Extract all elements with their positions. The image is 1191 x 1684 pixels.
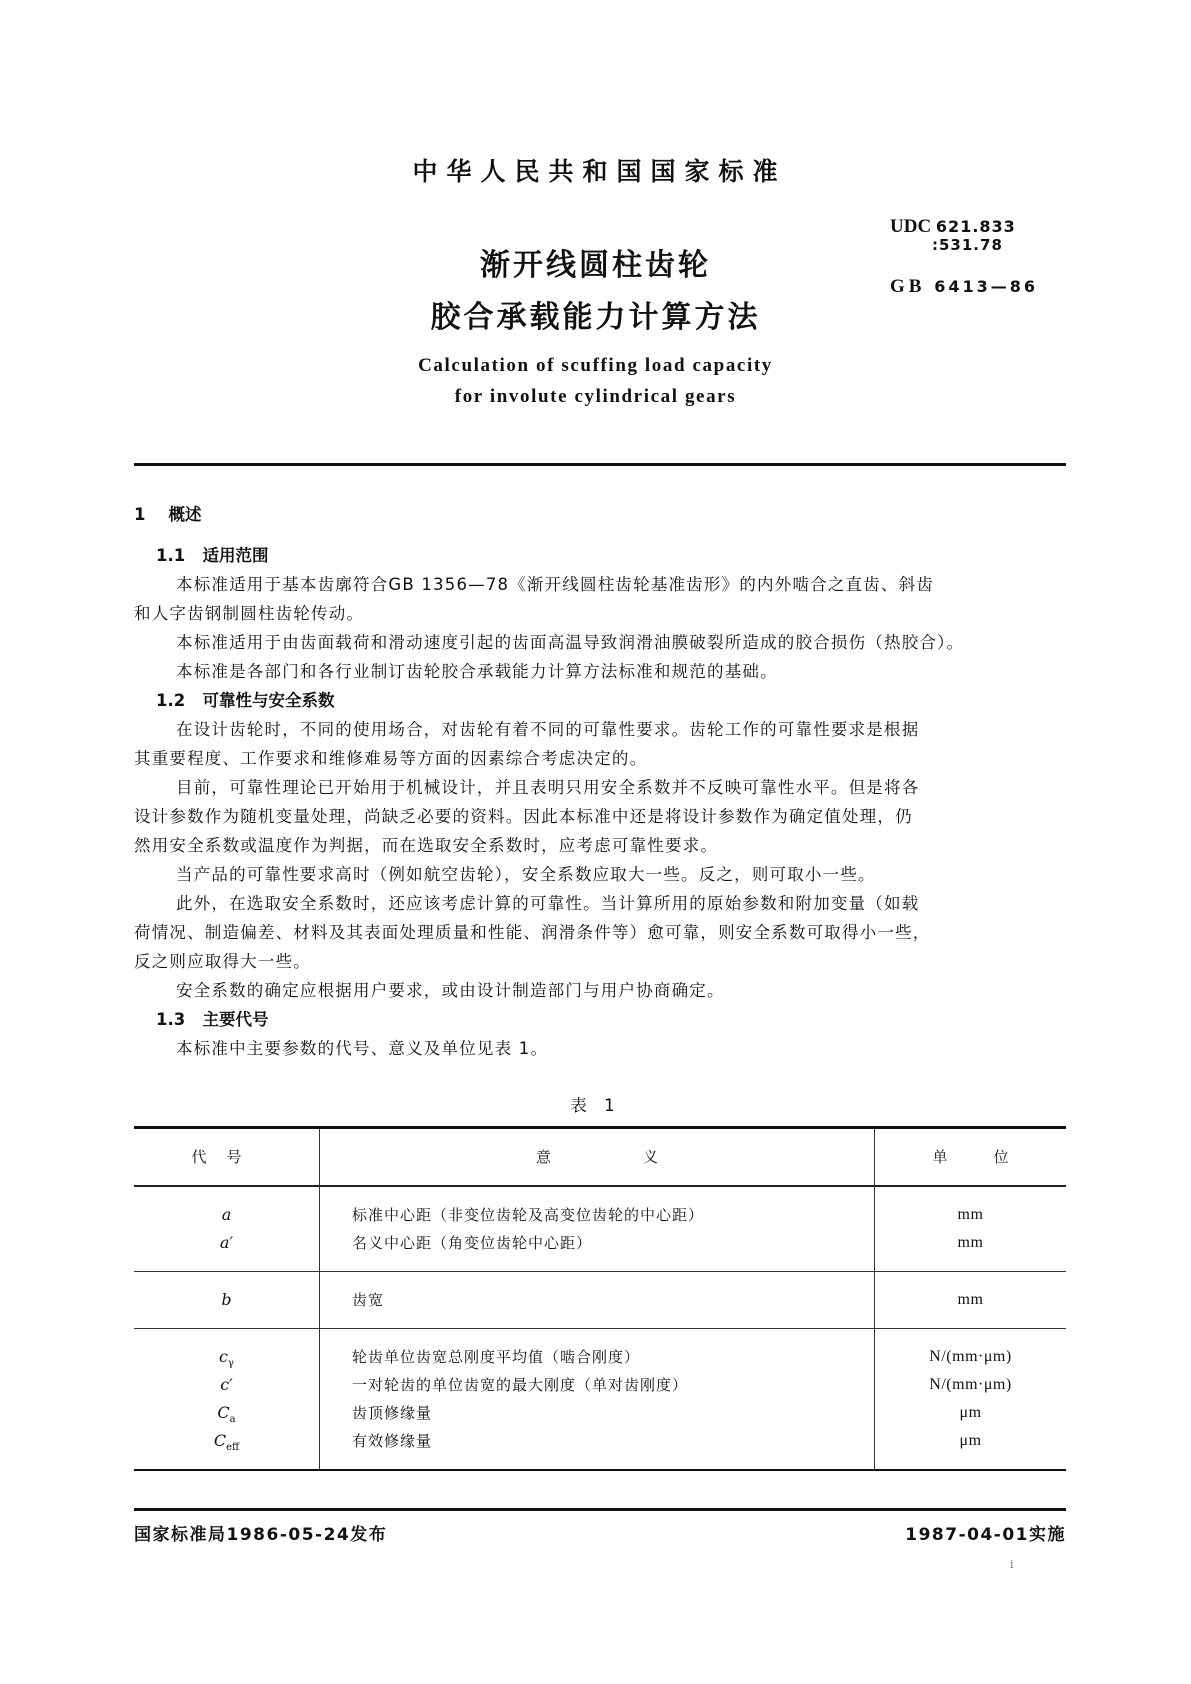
paragraph-line: 其重要程度、工作要求和维修难易等方面的因素综合考虑决定的。 bbox=[134, 749, 648, 768]
footer-divider bbox=[134, 1508, 1066, 1511]
section-title: 主要代号 bbox=[202, 1010, 269, 1029]
issue-date: 国家标准局1986-05-24发布 bbox=[134, 1525, 388, 1545]
paragraph-line: 本标准是各部门和各行业制订齿轮胶合承载能力计算方法标准和规范的基础。 bbox=[176, 662, 778, 681]
unit-cell: N/(mm·μm) bbox=[929, 1347, 1012, 1365]
section-1-1-heading bbox=[134, 541, 1066, 570]
symbol-cell: $C_a$ bbox=[217, 1402, 236, 1425]
effective-date: 1987-04-01实施 bbox=[905, 1525, 1066, 1545]
paragraph-line: 设计参数作为随机变量处理，尚缺乏必要的资料。因此本标准中还是将设计参数作为确定值处理，仍 bbox=[134, 807, 913, 826]
section-title: 适用范围 bbox=[202, 546, 269, 565]
paragraph-line: 安全系数的确定应根据用户要求，或由设计制造部门与用户协商确定。 bbox=[176, 981, 725, 1000]
paragraph-line: 然用安全系数或温度作为判据，而在选取安全系数时，应考虑可靠性要求。 bbox=[134, 836, 719, 855]
column-header-symbol: 代号 bbox=[134, 1128, 320, 1186]
title-cn-line1: 渐开线圆柱齿轮 bbox=[480, 248, 711, 283]
table-row-group bbox=[134, 1271, 1066, 1328]
table-row-group bbox=[134, 1186, 1066, 1272]
title-en-line2: for involute cylindrical gears bbox=[454, 386, 737, 407]
national-standard-heading: 中华人民共和国国家标准 bbox=[412, 157, 787, 186]
gb-number: 6413—86 bbox=[934, 277, 1038, 296]
symbol-cell: a bbox=[221, 1204, 232, 1224]
section-number: 1.3 bbox=[156, 1010, 186, 1029]
meaning-cell: 轮齿单位齿宽总刚度平均值（啮合刚度） bbox=[352, 1347, 641, 1366]
section-title: 概述 bbox=[168, 505, 202, 524]
gb-label: GB bbox=[890, 276, 926, 297]
meaning-cell: 齿宽 bbox=[352, 1290, 385, 1309]
section-number: 1 bbox=[134, 505, 146, 524]
section-1-heading bbox=[134, 500, 1066, 529]
symbol-cell: a′ bbox=[219, 1232, 234, 1252]
paragraph-line: 反之则应取得大一些。 bbox=[134, 952, 311, 971]
title-cn-line2: 胶合承载能力计算方法 bbox=[430, 300, 761, 335]
symbols-table bbox=[134, 1126, 1066, 1471]
document-body bbox=[134, 500, 1066, 1063]
symbol-cell: $c_\gamma$ bbox=[219, 1346, 234, 1369]
paragraph-line: 本标准适用于基本齿廓符合GB 1356—78《渐开线圆柱齿轮基准齿形》的内外啮合之直齿、斜齿 bbox=[176, 575, 935, 594]
unit-cell: N/(mm·μm) bbox=[929, 1375, 1012, 1393]
column-header-meaning: 意义 bbox=[320, 1128, 875, 1186]
unit-cell: mm bbox=[957, 1205, 984, 1223]
udc-sub-value: :531.78 bbox=[932, 236, 1003, 254]
udc-value: 621.833 bbox=[935, 217, 1016, 236]
paragraph-line: 和人字齿钢制圆柱齿轮传动。 bbox=[134, 604, 365, 623]
title-en-line1: Calculation of scuffing load capacity bbox=[418, 355, 773, 376]
section-number: 1.2 bbox=[156, 691, 186, 710]
paragraph-line: 荷情况、制造偏差、材料及其表面处理质量和性能、润滑条件等）愈可靠，则安全系数可取得小一些， bbox=[134, 923, 931, 942]
table-caption: 表 1 bbox=[570, 1096, 621, 1115]
symbol-cell: c′ bbox=[220, 1374, 233, 1394]
meaning-cell: 名义中心距（角变位齿轮中心距） bbox=[352, 1233, 593, 1252]
paragraph-line: 此外，在选取安全系数时，还应该考虑计算的可靠性。当计算所用的原始参数和附加变量（如载 bbox=[176, 894, 920, 913]
header-divider bbox=[134, 463, 1066, 466]
section-1-3-heading bbox=[134, 1005, 1066, 1034]
table-header-row bbox=[134, 1128, 1066, 1186]
unit-cell: μm bbox=[959, 1403, 982, 1421]
unit-cell: mm bbox=[957, 1290, 984, 1308]
section-title: 可靠性与安全系数 bbox=[202, 691, 335, 710]
paragraph-line: 目前，可靠性理论已开始用于机械设计，并且表明只用安全系数并不反映可靠性水平。但是将各 bbox=[176, 778, 920, 797]
section-1-2-heading bbox=[134, 686, 1066, 715]
table-row-group bbox=[134, 1328, 1066, 1470]
unit-cell: mm bbox=[957, 1233, 984, 1251]
paragraph-line: 本标准中主要参数的代号、意义及单位见表 1。 bbox=[176, 1039, 549, 1058]
paragraph-line: 当产品的可靠性要求高时（例如航空齿轮），安全系数应取大一些。反之，则可取小一些。 bbox=[176, 865, 876, 884]
meaning-cell: 标准中心距（非变位齿轮及高变位齿轮的中心距） bbox=[352, 1205, 705, 1224]
meaning-cell: 齿顶修缘量 bbox=[352, 1403, 433, 1422]
udc-label: UDC bbox=[890, 216, 932, 237]
unit-cell: μm bbox=[959, 1431, 982, 1449]
symbol-cell: $C_{eff}$ bbox=[213, 1430, 240, 1453]
symbol-cell: b bbox=[221, 1289, 232, 1309]
meaning-cell: 有效修缘量 bbox=[352, 1431, 433, 1450]
column-header-unit: 单位 bbox=[932, 1148, 1055, 1167]
page-mark: i bbox=[1010, 1558, 1014, 1571]
paragraph-line: 本标准适用于由齿面载荷和滑动速度引起的齿面高温导致润滑油膜破裂所造成的胶合损伤（热胶合）。 bbox=[176, 633, 965, 652]
meaning-cell: 一对轮齿的单位齿宽的最大刚度（单对齿刚度） bbox=[352, 1375, 689, 1394]
section-number: 1.1 bbox=[156, 546, 186, 565]
paragraph-line: 在设计齿轮时，不同的使用场合，对齿轮有着不同的可靠性要求。齿轮工作的可靠性要求是根据 bbox=[176, 720, 920, 739]
